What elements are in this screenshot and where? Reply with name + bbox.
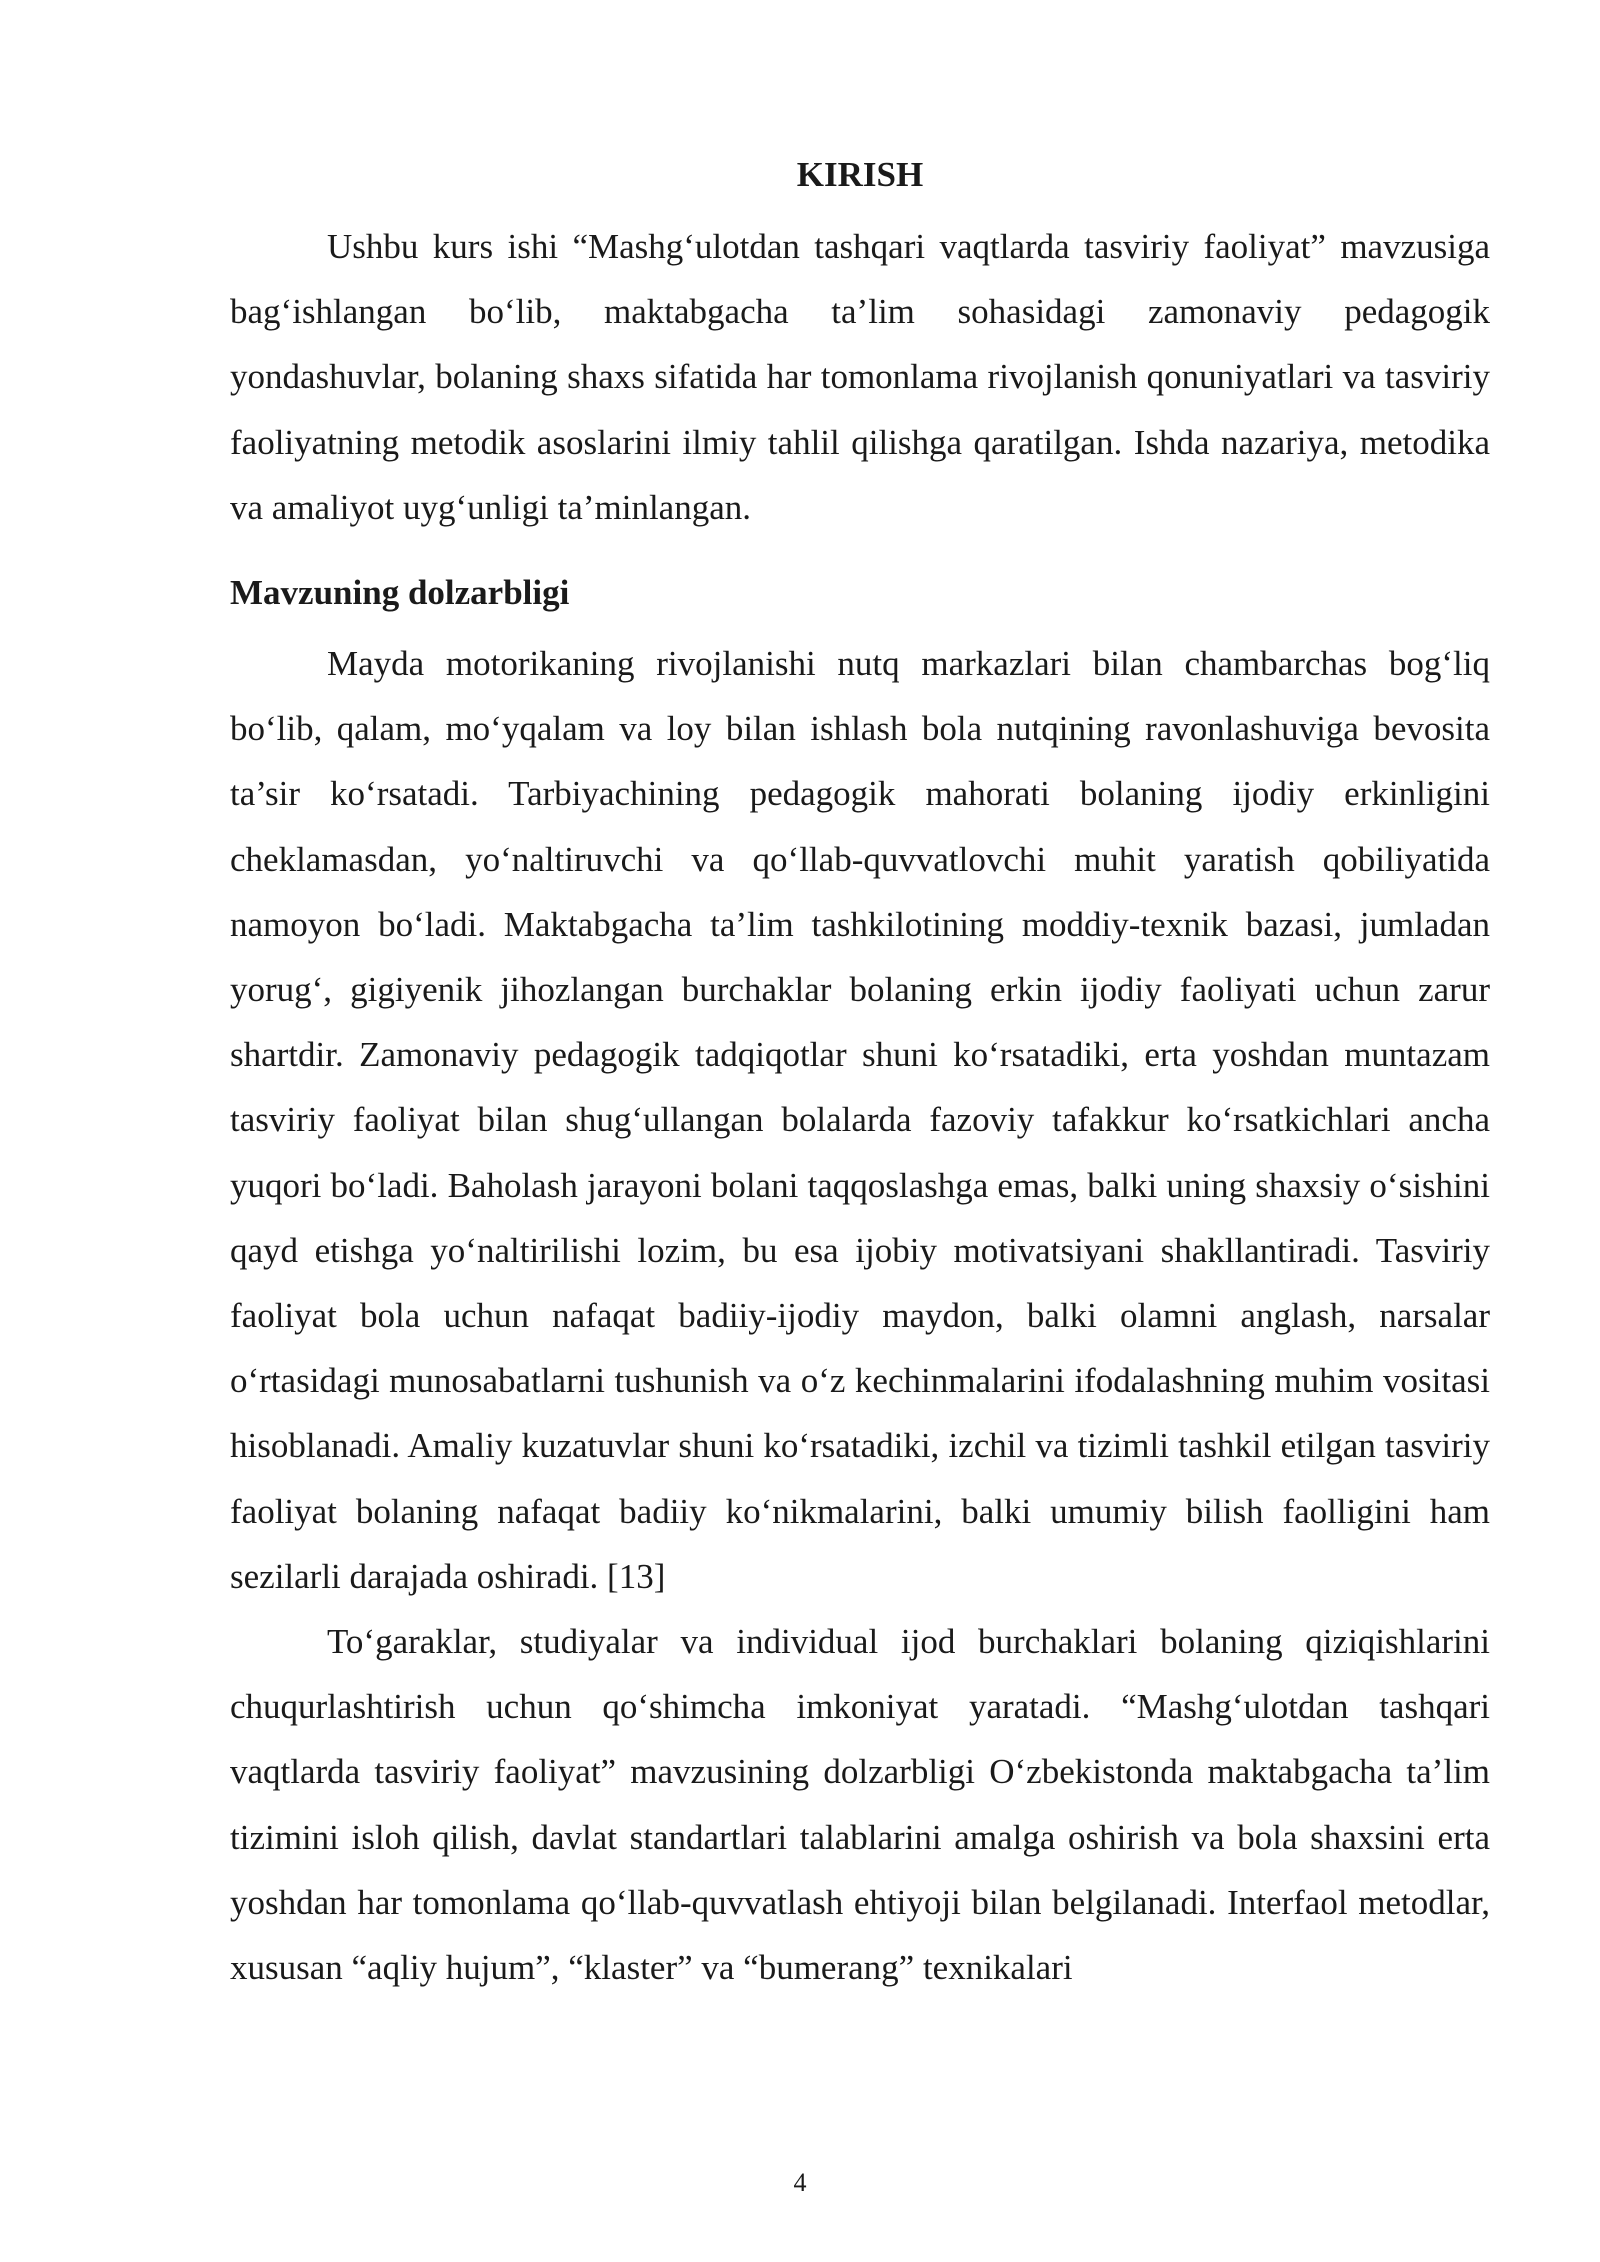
intro-paragraph: Ushbu kurs ishi “Mashg‘ulotdan tashqari vaqtlarda tasviriy faoliyat” mavzusiga bag‘ishlangan bo‘lib, maktabgacha ta’lim sohasidagi zamonaviy pedagogik yondashuvlar, bolaning shaxs sifatida har tomonlama rivojlanish qonuniyatlari va tasviriy faoliyatning metodik asoslarini ilmiy tahlil qilishga qaratilgan. Ishda nazariya, metodika va amaliyot uyg‘unligi ta’minlangan. [230, 227, 1490, 527]
page-title: KIRISH [796, 155, 924, 194]
section-heading: Mavzuning dolzarbligi [230, 573, 570, 613]
page-content [230, 150, 1490, 2000]
body-paragraph-2: To‘garaklar, studiyalar va individual ijod burchaklari bolaning qiziqishlarini chuqurlashtirish uchun qo‘shimcha imkoniyat yaratadi. “Mashg‘ulotdan tashqari vaqtlarda tasviriy faoliyat” mavzusining dolzarbligi O‘zbekistonda maktabgacha ta’lim tizimini isloh qilish, davlat standartlari talablarini amalga oshirish va bola shaxsini erta yoshdan har tomonlama qo‘llab-quvvatlash ehtiyoji bilan belgilanadi. Interfaol metodlar, xususan “aqliy hujum”, “klaster” va “bumerang” texnikalari [230, 1622, 1490, 1988]
body-paragraph-1: Mayda motorikaning rivojlanishi nutq markazlari bilan chambarchas bog‘liq bo‘lib, qalam, mo‘yqalam va loy bilan ishlash bola nutqining ravonlashuviga bevosita ta’sir ko‘rsatadi. Tarbiyachining pedagogik mahorati bolaning ijodiy erkinligini cheklamasdan, yo‘naltiruvchi va qo‘llab-quvvatlovchi muhit yaratish qobiliyatida namoyon bo‘ladi. Maktabgacha ta’lim tashkilotining moddiy-texnik bazasi, jumladan yorug‘, gigiyenik jihozlangan burchaklar bolaning erkin ijodiy faoliyati uchun zarur shartdir. Zamonaviy pedagogik tadqiqotlar shuni ko‘rsatadiki, erta yoshdan muntazam tasviriy faoliyat bilan shug‘ullangan bolalarda fazoviy tafakkur ko‘rsatkichlari ancha yuqori bo‘ladi. Baholash jarayoni bolani taqqoslashga emas, balki uning shaxsiy o‘sishini qayd etishga yo‘naltirilishi lozim, bu esa ijobiy motivatsiyani shakllantiradi. Tasviriy faoliyat bola uchun nafaqat badiiy-ijodiy maydon, balki olamni anglash, narsalar o‘rtasidagi munosabatlarni tushunish va o‘z kechinmalarini ifodalashning muhim vositasi hisoblanadi. Amaliy kuzatuvlar shuni ko‘rsatadiki, izchil va tizimli tashkil etilgan tasviriy faoliyat bolaning nafaqat badiiy ko‘nikmalarini, balki umumiy bilish faolligini ham sezilarli darajada oshiradi. [13] [230, 644, 1490, 1596]
page-number: 4 [793, 2168, 807, 2197]
